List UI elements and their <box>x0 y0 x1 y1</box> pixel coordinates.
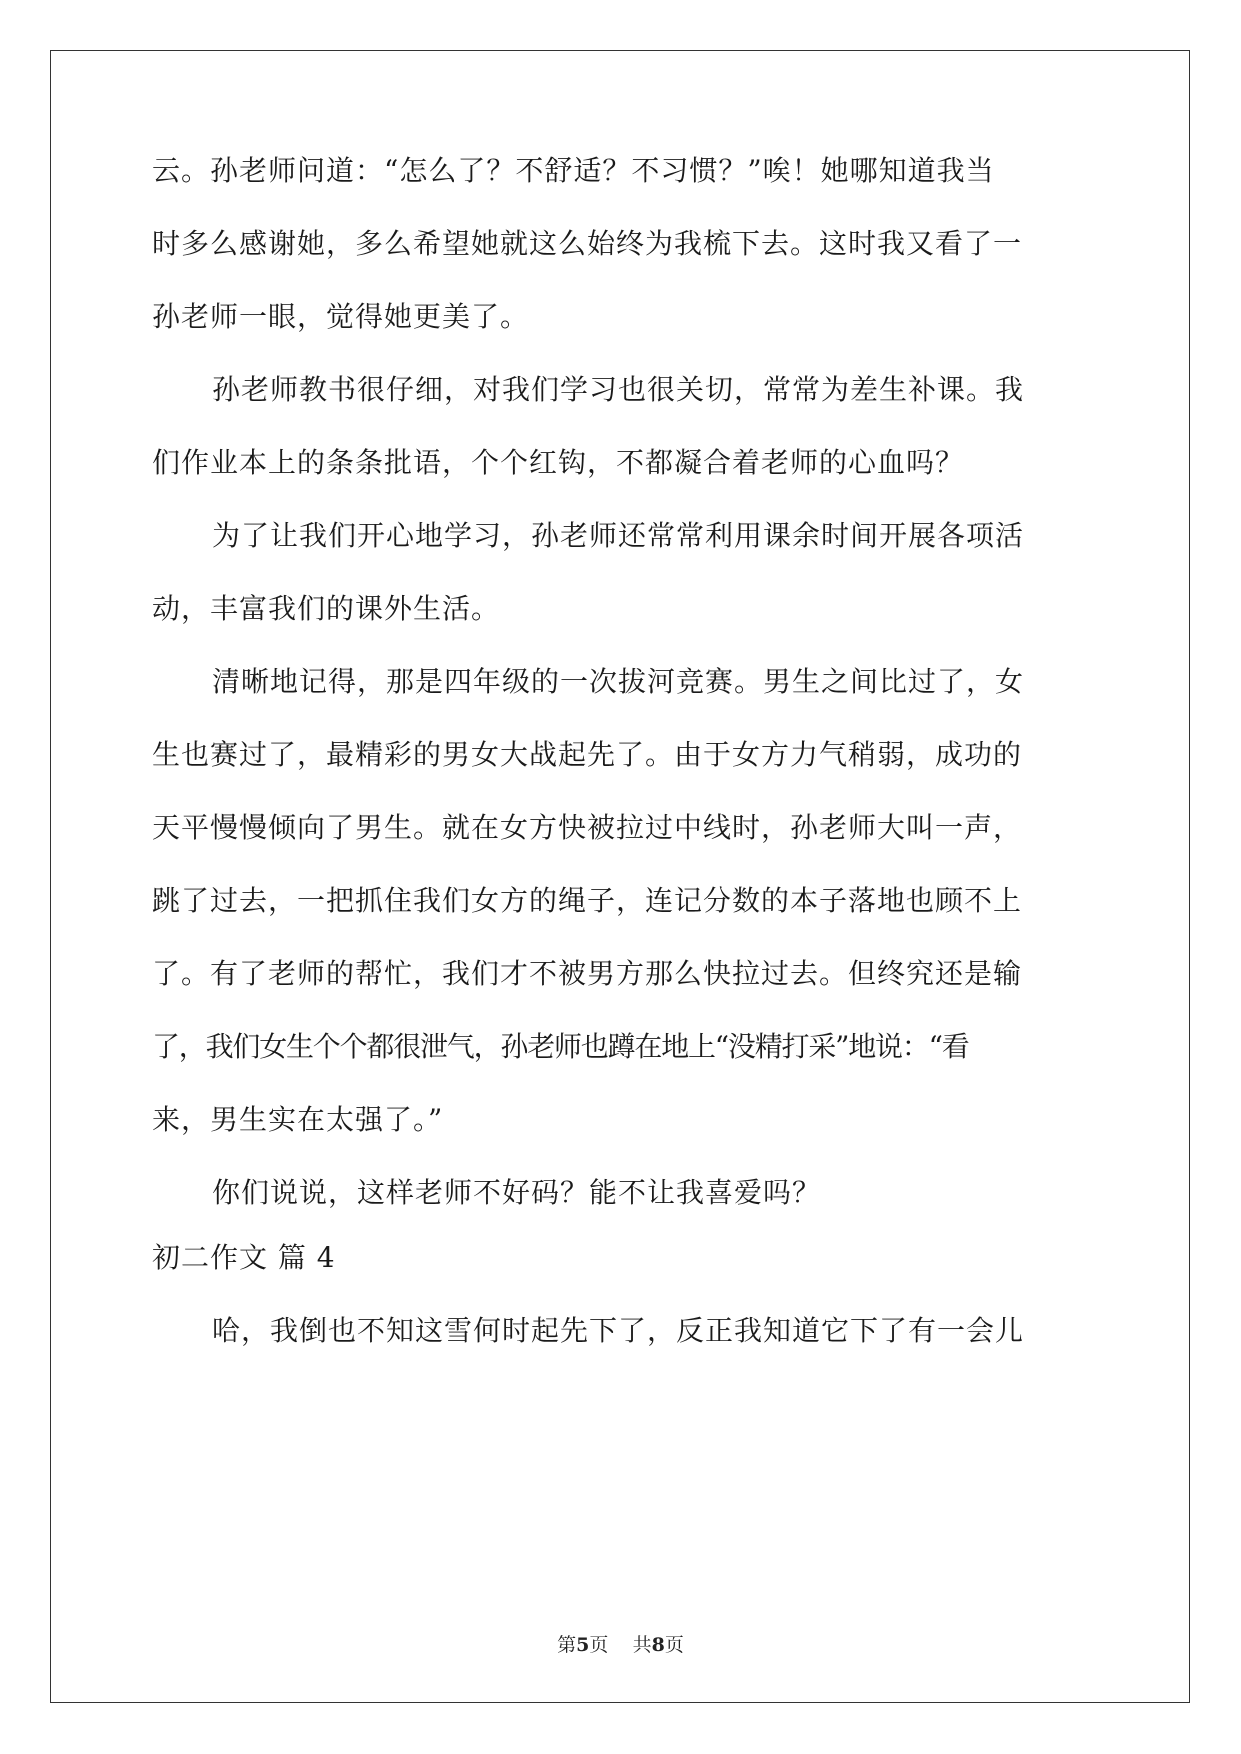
paragraph-line: 云。孙老师问道：“怎么了？不舒适？不习惯？”唉！她哪知道我当 <box>152 154 995 187</box>
paragraph-line: 跳了过去，一把抓住我们女方的绳子，连记分数的本子落地也顾不上 <box>152 884 1023 917</box>
paragraph-line: 们作业本上的条条批语，个个红钩，不都凝合着老师的心血吗？ <box>152 446 965 479</box>
footer-middle: 页 共 <box>589 1634 652 1656</box>
paragraph-line: 你们说说，这样老师不好码？能不让我喜爱吗？ <box>212 1176 822 1209</box>
paragraph-line: 天平慢慢倾向了男生。就在女方快被拉过中线时，孙老师大叫一声， <box>152 811 1023 844</box>
section-heading: 初二作文 篇 4 <box>152 1241 336 1274</box>
current-page-number: 5 <box>576 1634 590 1656</box>
paragraph-line: 为了让我们开心地学习，孙老师还常常利用课余时间开展各项活 <box>212 519 1025 552</box>
page-footer <box>0 1632 1241 1658</box>
paragraph-line: 动，丰富我们的课外生活。 <box>152 592 501 625</box>
paragraph-line: 生也赛过了，最精彩的男女大战起先了。由于女方力气稍弱，成功的 <box>152 738 1023 771</box>
paragraph-line: 时多么感谢她，多么希望她就这么始终为我梳下去。这时我又看了一 <box>152 227 1023 260</box>
paragraph-line: 哈，我倒也不知这雪何时起先下了，反正我知道它下了有一会儿 <box>212 1314 1025 1347</box>
paragraph-line: 来，男生实在太强了。” <box>152 1103 444 1136</box>
total-page-number: 8 <box>651 1634 665 1656</box>
paragraph-line: 清晰地记得，那是四年级的一次拔河竞赛。男生之间比过了，女 <box>212 665 1025 698</box>
paragraph-line: 了。有了老师的帮忙，我们才不被男方那么快拉过去。但终究还是输 <box>152 957 1023 990</box>
paragraph-line: 了，我们女生个个都很泄气，孙老师也蹲在地上“没精打采”地说：“看 <box>152 1030 969 1063</box>
paragraph-line: 孙老师一眼，觉得她更美了。 <box>152 300 530 333</box>
footer-prefix: 第 <box>557 1634 577 1656</box>
footer-suffix: 页 <box>664 1634 684 1656</box>
paragraph-line: 孙老师教书很仔细，对我们学习也很关切，常常为差生补课。我 <box>212 373 1025 406</box>
